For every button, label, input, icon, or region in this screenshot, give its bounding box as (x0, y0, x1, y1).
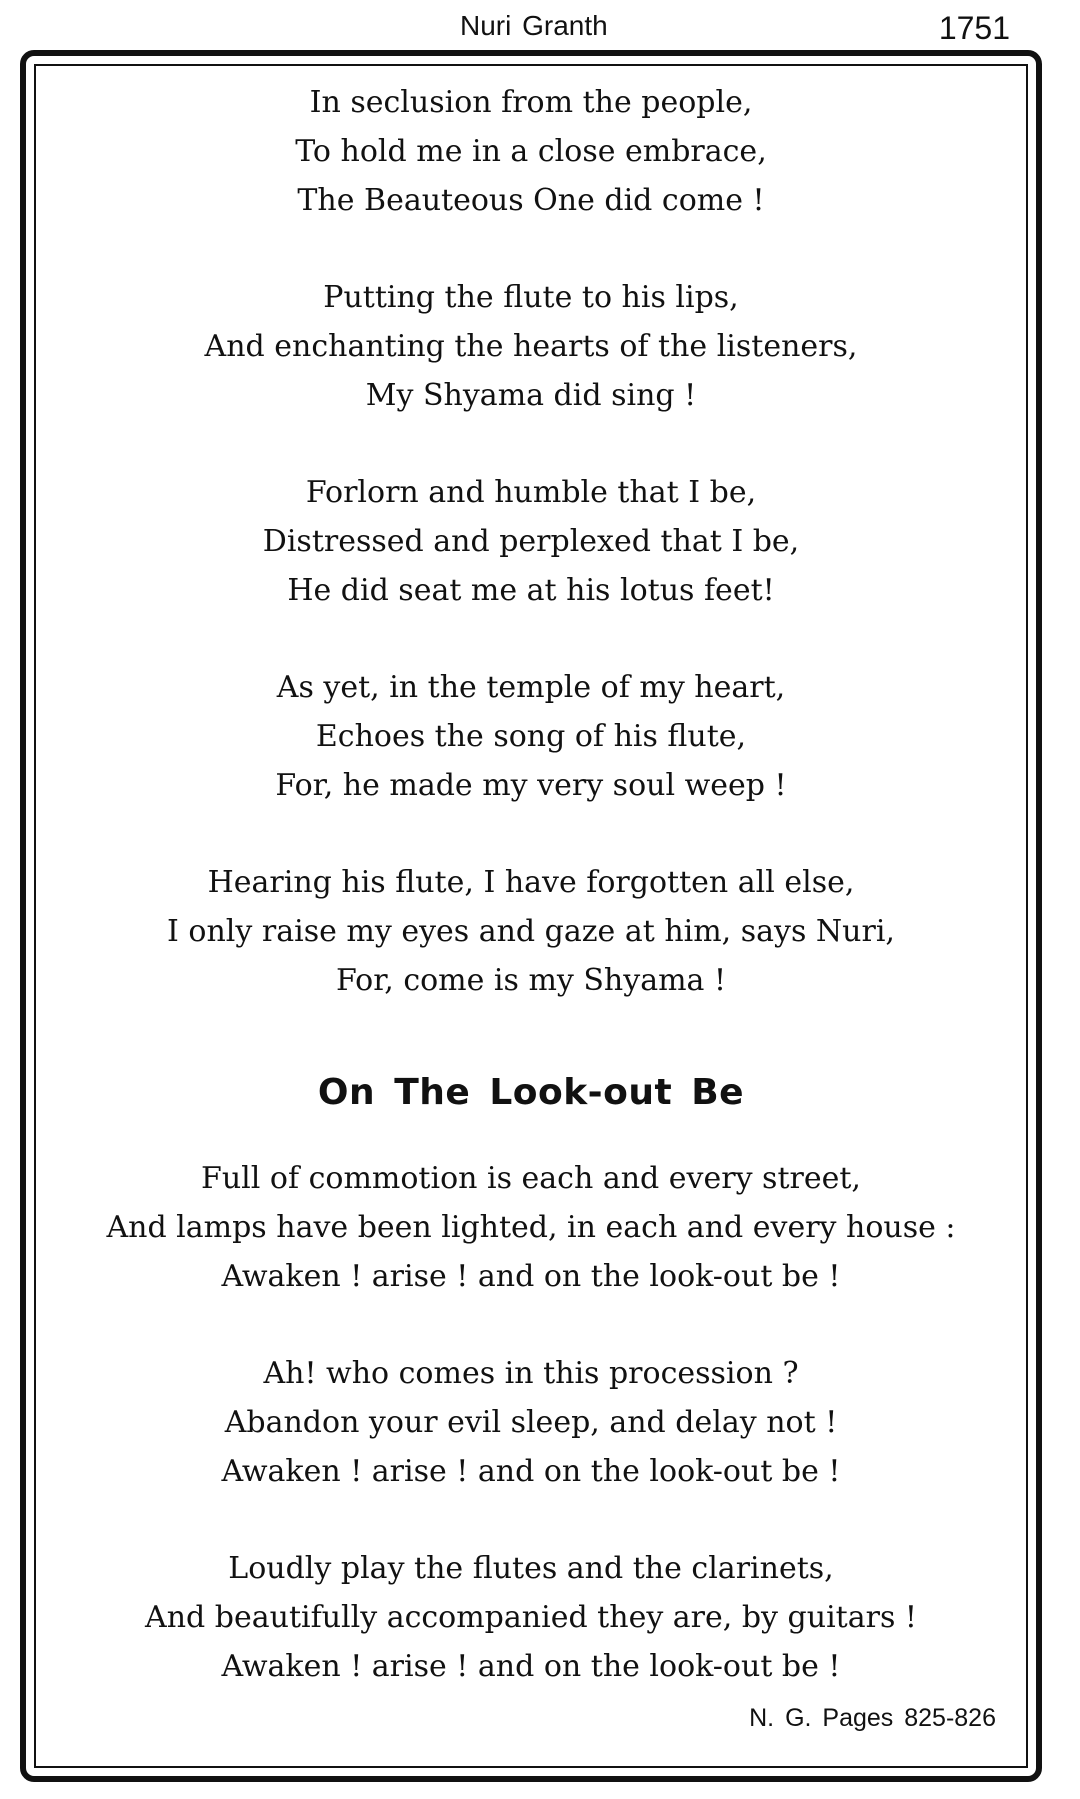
verse-line: Full of commotion is each and every street, (201, 1161, 861, 1196)
spacer (36, 1053, 1026, 1068)
poem-one-stanza-4 (36, 663, 1026, 810)
verse-line: Awaken ! arise ! and on the look-out be ! (221, 1259, 841, 1294)
verse-line: Awaken ! arise ! and on the look-out be ! (221, 1454, 841, 1489)
verse-line: Abandon your evil sleep, and delay not ! (224, 1405, 838, 1440)
poem-one-stanza-1 (36, 78, 1026, 225)
poem-one-stanza-5 (36, 858, 1026, 1005)
verse-line: Forlorn and humble that I be, (305, 475, 757, 510)
book-title: Nuri Granth (460, 10, 608, 41)
poem-two-stanza-2 (36, 1349, 1026, 1496)
poem-title: On The Look-out Be (317, 1072, 745, 1113)
verse-line: For, he made my very soul weep ! (275, 768, 787, 803)
verse-line: My Shyama did sing ! (365, 378, 697, 413)
verse-line: And beautifully accompanied they are, by guitars ! (145, 1600, 917, 1635)
verse-line: I only raise my eyes and gaze at him, says Nuri, (167, 914, 895, 949)
verse-line: Awaken ! arise ! and on the look-out be ! (221, 1649, 841, 1684)
verse-line: And enchanting the hearts of the listeners, (204, 329, 858, 364)
verse-line: He did seat me at his lotus feet! (287, 573, 775, 608)
verse-line: And lamps have been lighted, in each and every house : (106, 1210, 956, 1245)
verse-line: As yet, in the temple of my heart, (276, 670, 786, 705)
page-number: 1751 (938, 10, 1010, 46)
verse-line: Ah! who comes in this procession ? (263, 1356, 799, 1391)
poem-area (36, 78, 1026, 1691)
poem-one-stanza-2 (36, 273, 1026, 420)
verse-line: Distressed and perplexed that I be, (262, 524, 800, 559)
verse-line: Hearing his flute, I have forgotten all else, (207, 865, 855, 900)
verse-line: Putting the flute to his lips, (323, 280, 739, 315)
verse-line: Echoes the song of his flute, (315, 719, 747, 754)
poem-two-stanza-1 (36, 1154, 1026, 1301)
verse-line: Loudly play the flutes and the clarinets, (228, 1551, 834, 1586)
verse-line: The Beauteous One did come ! (297, 183, 765, 218)
poem-one-stanza-3 (36, 468, 1026, 615)
verse-line: To hold me in a close embrace, (295, 134, 767, 169)
poem-two-stanza-3 (36, 1544, 1026, 1691)
verse-line: For, come is my Shyama ! (335, 963, 727, 998)
source-attribution: N. G. Pages 825-826 (749, 1704, 996, 1732)
running-head (0, 6, 1080, 50)
verse-line: In seclusion from the people, (309, 85, 753, 120)
